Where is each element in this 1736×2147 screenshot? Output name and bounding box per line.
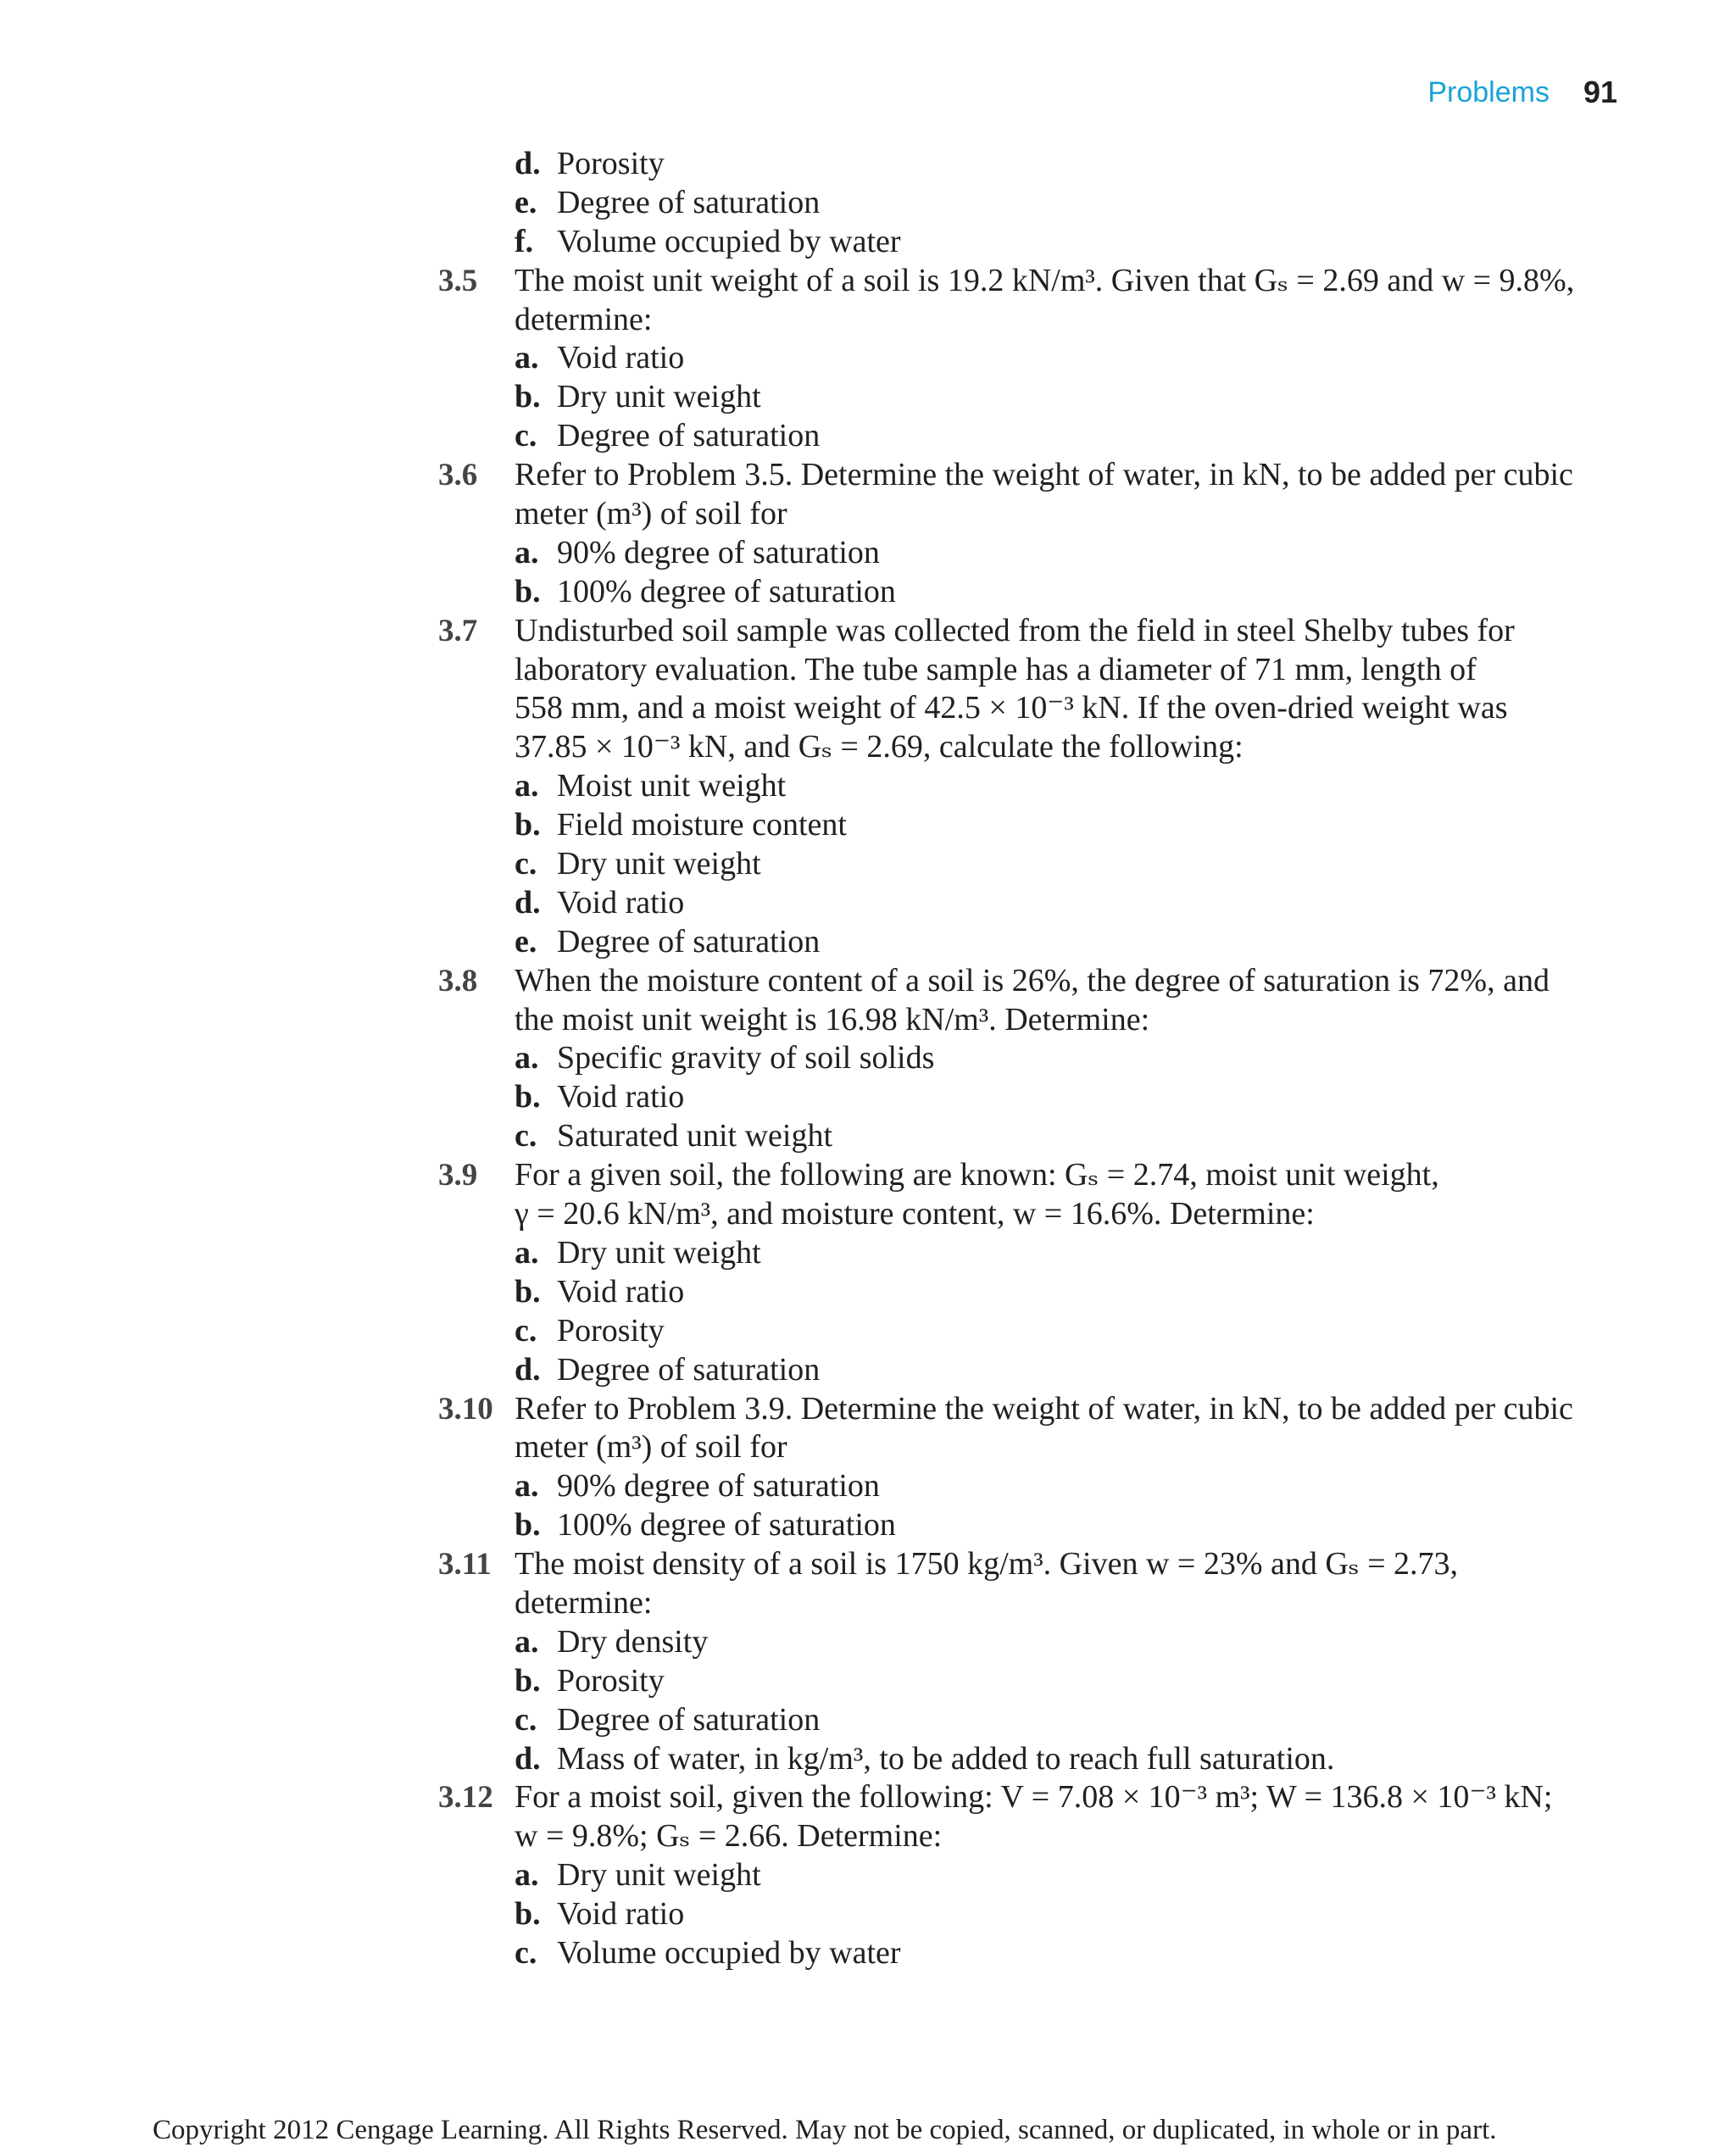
problem-subitem	[438, 1467, 1608, 1506]
problem-number: 3.9	[438, 1158, 478, 1193]
subitem-letter: c.	[515, 1118, 537, 1154]
problem-line-continuation	[438, 301, 1608, 340]
line-text: determine:	[515, 301, 653, 337]
line-text: laboratory evaluation. The tube sample has a diameter of 71 mm, length of	[515, 651, 1477, 687]
subitem-letter: b.	[515, 1507, 541, 1544]
subitem-letter: a.	[515, 1623, 539, 1660]
problem-line-continuation	[438, 1817, 1608, 1856]
subitem-letter: d.	[515, 884, 541, 921]
subitem-letter: b.	[515, 379, 541, 415]
problem-subitem	[438, 845, 1608, 884]
problem-line	[438, 1156, 1608, 1195]
line-text: Dry unit weight	[557, 846, 761, 882]
problem-subitem	[438, 1662, 1608, 1701]
line-text: Dry unit weight	[557, 379, 761, 415]
problem-subitem	[438, 1856, 1608, 1895]
line-text: Degree of saturation	[557, 1351, 821, 1388]
line-text: Undisturbed soil sample was collected from the field in steel Shelby tubes for	[515, 612, 1515, 648]
problem-number: 3.8	[438, 963, 478, 998]
subitem-letter: f.	[515, 223, 534, 259]
subitem-letter: a.	[515, 1857, 539, 1894]
line-text: Field moisture content	[557, 807, 847, 843]
problem-line-continuation	[438, 1001, 1608, 1040]
line-text: Void ratio	[557, 884, 685, 921]
line-text: Volume occupied by water	[557, 223, 901, 259]
problem-subitem	[438, 1273, 1608, 1312]
subitem-letter: c.	[515, 1312, 537, 1349]
line-text: Porosity	[557, 146, 665, 181]
subitem-letter: a.	[515, 768, 539, 804]
problem-list	[438, 145, 1608, 1973]
problem-line	[438, 1390, 1608, 1429]
problem-line	[438, 1778, 1608, 1817]
problem-subitem	[438, 1701, 1608, 1740]
line-text: Mass of water, in kg/m³, to be added to reach full saturation.	[557, 1740, 1335, 1777]
problem-subitem	[438, 1039, 1608, 1078]
line-text: When the moisture content of a soil is 26%, the degree of saturation is 72%, and	[515, 962, 1550, 998]
line-text: Refer to Problem 3.5. Determine the weight of water, in kN, to be added per cubic	[515, 457, 1573, 493]
problem-line	[438, 262, 1608, 301]
subitem-letter: b.	[515, 573, 541, 609]
subitem-letter: e.	[515, 923, 537, 959]
line-text: γ = 20.6 kN/m³, and moisture content, w = 16.6%. Determine:	[515, 1196, 1315, 1232]
problem-subitem	[438, 1623, 1608, 1662]
line-text: meter (m³) of soil for	[515, 496, 787, 532]
problem-subitem	[438, 1934, 1608, 1973]
problem-subitem	[438, 573, 1608, 612]
problem-subitem	[438, 417, 1608, 456]
subitem-letter: a.	[515, 1468, 539, 1505]
problem-line-continuation	[438, 1428, 1608, 1467]
problem-subitem	[438, 1234, 1608, 1273]
line-text: Saturated unit weight	[557, 1118, 833, 1154]
line-text: the moist unit weight is 16.98 kN/m³. Determine:	[515, 1001, 1150, 1037]
line-text: 558 mm, and a moist weight of 42.5 × 10⁻³ kN. If the oven-dried weight was	[515, 690, 1508, 726]
subitem-letter: a.	[515, 1040, 539, 1076]
line-text: meter (m³) of soil for	[515, 1429, 787, 1466]
line-text: Degree of saturation	[557, 923, 821, 959]
problem-subitem	[438, 184, 1608, 223]
subitem-letter: c.	[515, 846, 537, 882]
problem-subitem	[438, 1312, 1608, 1351]
problem-line-continuation	[438, 1584, 1608, 1623]
page-header	[1427, 71, 1617, 114]
line-text: Dry unit weight	[557, 1234, 761, 1271]
problem-number: 3.11	[438, 1547, 492, 1582]
line-text: 100% degree of saturation	[557, 1507, 896, 1544]
problem-line-continuation	[438, 1195, 1608, 1234]
problem-number: 3.5	[438, 263, 478, 298]
line-text: The moist density of a soil is 1750 kg/m³. Given w = 23% and Gₛ = 2.73,	[515, 1546, 1459, 1582]
line-text: Porosity	[557, 1312, 665, 1349]
line-text: Volume occupied by water	[557, 1934, 901, 1971]
line-text: Specific gravity of soil solids	[557, 1040, 935, 1076]
problem-number: 3.12	[438, 1780, 493, 1816]
problem-subitem	[438, 145, 1608, 184]
subitem-letter: b.	[515, 807, 541, 843]
section-title: Problems	[1427, 75, 1550, 108]
subitem-letter: c.	[515, 1701, 537, 1738]
problem-subitem	[438, 1117, 1608, 1156]
line-text: Porosity	[557, 1662, 665, 1699]
problem-subitem	[438, 223, 1608, 262]
line-text: 90% degree of saturation	[557, 1468, 880, 1505]
subitem-letter: c.	[515, 1934, 537, 1971]
problem-line-continuation	[438, 689, 1608, 728]
subitem-letter: d.	[515, 1351, 541, 1388]
problem-line-continuation	[438, 495, 1608, 534]
line-text: Void ratio	[557, 1079, 685, 1115]
line-text: Degree of saturation	[557, 1701, 821, 1738]
subitem-letter: a.	[515, 340, 539, 376]
problem-line	[438, 962, 1608, 1001]
problem-subitem	[438, 767, 1608, 806]
line-text: Refer to Problem 3.9. Determine the weight of water, in kN, to be added per cubic	[515, 1390, 1573, 1427]
subitem-letter: b.	[515, 1662, 541, 1699]
problem-subitem	[438, 806, 1608, 845]
line-text: Dry density	[557, 1623, 709, 1660]
problem-number: 3.10	[438, 1391, 493, 1427]
problem-number: 3.6	[438, 458, 478, 493]
line-text: Dry unit weight	[557, 1857, 761, 1894]
subitem-letter: a.	[515, 1234, 539, 1271]
problem-subitem	[438, 534, 1608, 573]
problem-subitem	[438, 1351, 1608, 1390]
subitem-letter: b.	[515, 1896, 541, 1933]
subitem-letter: b.	[515, 1273, 541, 1310]
problem-line-continuation	[438, 651, 1608, 690]
problem-subitem	[438, 884, 1608, 923]
problem-subitem	[438, 923, 1608, 962]
line-text: For a moist soil, given the following: V = 7.08 × 10⁻³ m³; W = 136.8 × 10⁻³ kN;	[515, 1779, 1553, 1816]
copyright-notice: Copyright 2012 Cengage Learning. All Rights Reserved. May not be copied, scanned, or duplicated, in whole or in part.	[153, 2115, 1497, 2145]
problem-line	[438, 456, 1608, 495]
problem-line-continuation	[438, 728, 1608, 767]
problem-subitem	[438, 1895, 1608, 1934]
subitem-letter: b.	[515, 1079, 541, 1115]
line-text: Moist unit weight	[557, 768, 787, 804]
problem-line	[438, 612, 1608, 651]
line-text: w = 9.8%; Gₛ = 2.66. Determine:	[515, 1818, 943, 1855]
page-number: 91	[1583, 75, 1617, 109]
problem-line	[438, 1545, 1608, 1584]
problem-number: 3.7	[438, 613, 478, 648]
line-text: The moist unit weight of a soil is 19.2 kN/m³. Given that Gₛ = 2.69 and w = 9.8%,	[515, 262, 1575, 298]
line-text: Void ratio	[557, 1896, 685, 1933]
subitem-letter: c.	[515, 418, 537, 454]
problem-subitem	[438, 339, 1608, 378]
line-text: 37.85 × 10⁻³ kN, and Gₛ = 2.69, calculate the following:	[515, 729, 1244, 765]
subitem-letter: a.	[515, 534, 539, 570]
problem-subitem	[438, 378, 1608, 417]
line-text: For a given soil, the following are known: Gₛ = 2.74, moist unit weight,	[515, 1157, 1439, 1193]
line-text: determine:	[515, 1584, 653, 1621]
line-text: 90% degree of saturation	[557, 534, 880, 570]
subitem-letter: e.	[515, 184, 537, 220]
line-text: 100% degree of saturation	[557, 573, 896, 609]
line-text: Void ratio	[557, 1273, 685, 1310]
problem-subitem	[438, 1078, 1608, 1117]
line-text: Void ratio	[557, 340, 685, 376]
subitem-letter: d.	[515, 146, 541, 181]
line-text: Degree of saturation	[557, 184, 821, 220]
subitem-letter: d.	[515, 1740, 541, 1777]
line-text: Degree of saturation	[557, 418, 821, 454]
problem-subitem	[438, 1740, 1608, 1779]
problem-subitem	[438, 1506, 1608, 1545]
